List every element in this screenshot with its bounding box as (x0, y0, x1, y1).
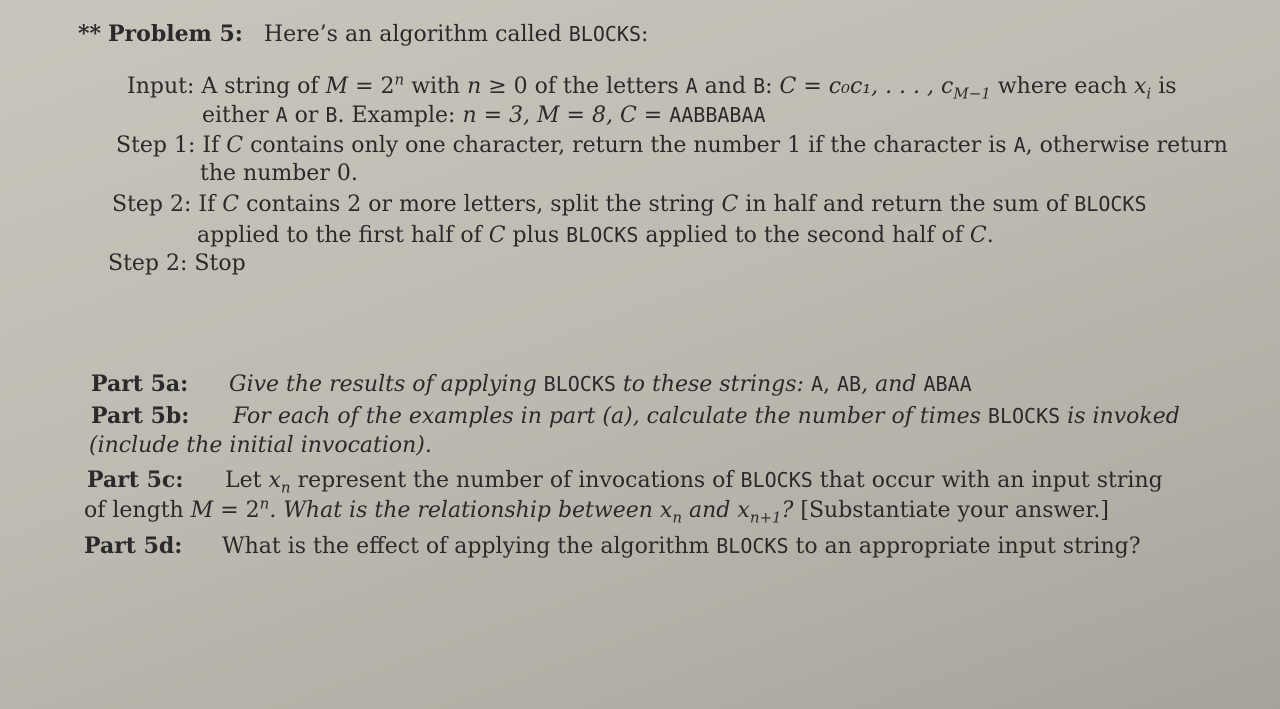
sequence-sub: M−1 (953, 84, 991, 103)
var-C: C (226, 133, 244, 158)
input-label: Input: (127, 74, 195, 99)
input-text: ≥ 0 of the letters (481, 74, 679, 99)
step-1-label: Step 1: (116, 133, 196, 158)
problem-header (78, 20, 648, 49)
stars: ** (78, 21, 102, 47)
step-text: , otherwise return (1025, 133, 1228, 158)
part-text: Give the results of applying (229, 372, 537, 397)
var-C: C (222, 192, 240, 217)
algo-name: BLOCKS (568, 22, 641, 46)
step-text: If (198, 192, 216, 217)
step-text: the number 0. (200, 161, 358, 186)
letter-B: B (753, 74, 766, 98)
var-C: C (721, 192, 739, 217)
step-2-line-1 (112, 190, 1147, 219)
part-text: = 2 (213, 498, 260, 523)
sup-n: n (394, 70, 405, 89)
sequence: c₀c₁, . . . , c (828, 74, 954, 99)
input-line-1 (127, 72, 1177, 101)
sup-n: n (259, 494, 270, 513)
header-colon: : (640, 22, 649, 47)
step-1-line-2 (200, 160, 358, 188)
part-text: and (682, 498, 731, 523)
letter-A: A (1013, 133, 1026, 157)
sub-i: i (1146, 84, 1152, 103)
var-x: x (737, 498, 750, 523)
string-A: A (810, 372, 823, 396)
part-text: is invoked (1060, 404, 1180, 429)
sub-n: n (280, 478, 291, 497)
algo-name: BLOCKS (987, 404, 1061, 428)
input-text: with (404, 74, 461, 99)
part-text: What is the effect of applying the algorithm (222, 534, 710, 559)
part-text: ? (781, 498, 794, 523)
example-string: AABBABAA (669, 103, 766, 127)
part-text: to an appropriate input string? (788, 534, 1141, 559)
algo-name: BLOCKS (1074, 192, 1147, 216)
part-5d-label: Part 5d: (84, 533, 183, 559)
step-1-line-1 (116, 131, 1228, 160)
step-text: contains 2 or more letters, split the string (239, 192, 715, 217)
part-5a-label: Part 5a: (91, 371, 189, 397)
part-text: (include the initial invocation). (89, 433, 432, 458)
step-stop-label: Step 2: (108, 251, 188, 276)
step-text: applied to the second half of (638, 223, 963, 248)
var-C: C (488, 223, 506, 248)
step-text: . (986, 223, 994, 248)
part-text: that occur with an input string (812, 468, 1163, 493)
part-5c-line-2 (84, 494, 1110, 527)
var-C: C (969, 223, 987, 248)
algo-name: BLOCKS (543, 372, 616, 396)
sub-n: n (672, 508, 683, 527)
letter-B: B (325, 103, 338, 127)
var-x: x (659, 498, 673, 523)
part-text: represent the number of invocations of (290, 468, 734, 493)
part-text: Let (225, 468, 262, 493)
input-text: or (287, 103, 319, 128)
step-text: If (202, 133, 220, 158)
part-5d-line (84, 532, 1141, 561)
part-5b-line-2 (89, 432, 432, 460)
part-text: , (823, 372, 830, 397)
var-x: x (1134, 74, 1147, 99)
part-5c-line-1 (87, 466, 1163, 495)
part-text: For each of the examples in part (a), calculate the number of times (233, 404, 981, 429)
problem-label: Problem 5: (108, 21, 243, 47)
input-line-2 (202, 101, 766, 130)
letter-A: A (275, 103, 288, 127)
input-text: : (765, 74, 773, 99)
input-eq: = 2 (348, 74, 395, 99)
problem-intro: Here’s an algorithm called (263, 22, 562, 47)
part-text: of length (84, 498, 184, 523)
example: n = 3, M = 8, C = (462, 103, 670, 128)
letter-A: A (685, 74, 698, 98)
step-text: contains only one character, return the number 1 if the character is (243, 133, 1007, 158)
string-AB: AB (837, 372, 862, 396)
var-M: M (190, 498, 214, 523)
step-text: applied to the first half of (197, 223, 482, 248)
var-n: n (467, 74, 482, 99)
step-stop-line (108, 250, 246, 278)
step-text: in half and return the sum of (738, 192, 1068, 217)
input-text: = (796, 74, 829, 99)
sub-n-plus-1: n+1 (749, 508, 782, 527)
step-text: Stop (194, 251, 246, 276)
input-text: either (202, 103, 269, 128)
part-text: to these strings: (615, 372, 804, 397)
part-text: [Substantiate your answer.] (793, 498, 1110, 523)
step-2-label: Step 2: (112, 192, 192, 217)
string-ABAA: ABAA (923, 372, 972, 396)
input-text: . Example: (337, 103, 456, 128)
algo-name: BLOCKS (566, 223, 639, 247)
algo-name: BLOCKS (716, 534, 789, 558)
step-2-line-2 (197, 221, 994, 250)
input-text: A string of (201, 74, 319, 99)
var-C: C (779, 74, 797, 99)
input-text: and (697, 74, 747, 99)
var-M: M (325, 74, 349, 99)
part-5c-label: Part 5c: (87, 467, 184, 493)
part-text: . What is the relationship between (269, 498, 653, 523)
algo-name: BLOCKS (740, 468, 813, 492)
var-x: x (268, 468, 281, 493)
part-5a-line (91, 370, 972, 399)
part-5b-label: Part 5b: (91, 403, 190, 429)
input-text: where each (990, 74, 1127, 99)
step-text: plus (505, 223, 560, 248)
input-text: is (1151, 74, 1177, 99)
part-text: , and (861, 372, 917, 397)
part-5b-line-1 (91, 402, 1180, 431)
